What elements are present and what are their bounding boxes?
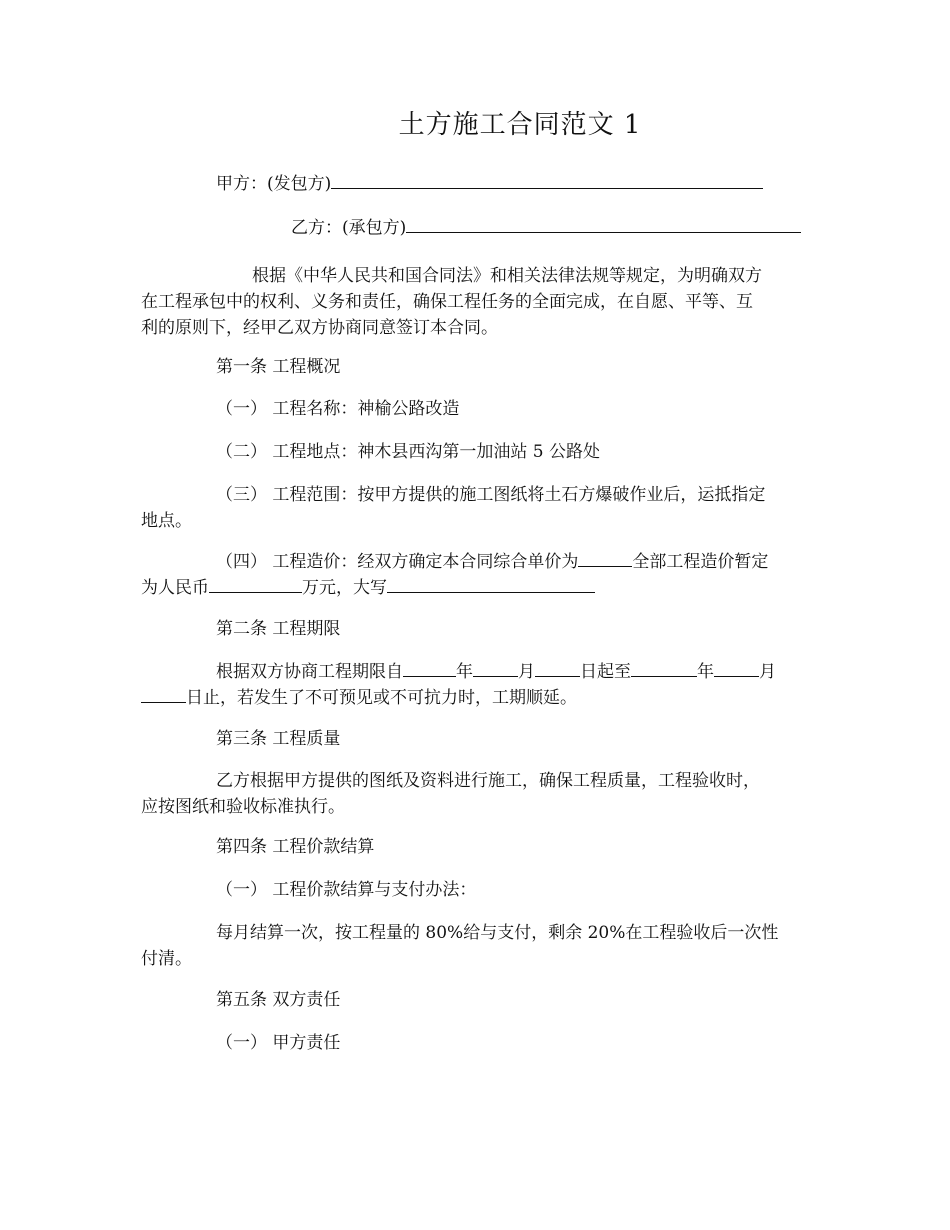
article-1-item-1: （一） 工程名称：神榆公路改造 xyxy=(216,399,460,419)
period-month-2: 月 xyxy=(759,662,776,682)
article-5-item-1: （一） 甲方责任 xyxy=(216,1033,341,1053)
price-in-words-blank[interactable] xyxy=(387,574,595,593)
article-3-heading: 第三条 工程质量 xyxy=(216,729,341,749)
party-b-line xyxy=(291,214,801,241)
period-day-1: 日起至 xyxy=(580,662,631,682)
article-5-heading: 第五条 双方责任 xyxy=(216,990,341,1010)
article-1-heading: 第一条 工程概况 xyxy=(216,357,341,377)
article-1-item-3-line-2: 地点。 xyxy=(141,511,192,531)
article-1-item-2: （二） 工程地点：神木县西沟第一加油站 5 公路处 xyxy=(216,442,601,462)
article-2-para-line-1 xyxy=(216,658,776,685)
intro-line-3: 利的原则下，经甲乙双方协商同意签订本合同。 xyxy=(141,318,498,338)
article-3-para-line-2: 应按图纸和验收标准执行。 xyxy=(141,797,345,817)
start-month-blank[interactable] xyxy=(473,658,518,677)
price-rmb-label: 为人民币 xyxy=(141,578,209,598)
intro-line-2: 在工程承包中的权利、义务和责任，确保工程任务的全面完成，在自愿、平等、互 xyxy=(141,292,753,312)
start-year-blank[interactable] xyxy=(403,658,456,677)
article-1-item-4-line-2 xyxy=(141,574,595,601)
period-month-1: 月 xyxy=(518,662,535,682)
price-text-a: （四） 工程造价：经双方确定本合同综合单价为 xyxy=(216,552,579,572)
article-4-para-line-1: 每月结算一次，按工程量的 80%给与支付，剩余 20%在工程验收后一次性 xyxy=(216,923,779,943)
document-title: 土方施工合同范文 1 xyxy=(398,110,642,140)
article-1-item-4-line-1 xyxy=(216,548,768,575)
article-2-heading: 第二条 工程期限 xyxy=(216,619,341,639)
article-3-para-line-1: 乙方根据甲方提供的图纸及资料进行施工，确保工程质量，工程验收时， xyxy=(216,771,760,791)
end-year-blank[interactable] xyxy=(631,658,697,677)
party-a-blank[interactable] xyxy=(331,170,763,189)
party-b-label: 乙方：(承包方) xyxy=(291,218,407,238)
end-month-blank[interactable] xyxy=(714,658,759,677)
article-1-item-3-line-1: （三） 工程范围：按甲方提供的施工图纸将土石方爆破作业后，运抵指定 xyxy=(216,485,766,505)
party-a-label: 甲方：(发包方) xyxy=(216,174,332,194)
total-price-blank[interactable] xyxy=(209,574,302,593)
start-day-blank[interactable] xyxy=(535,658,580,677)
period-text-a: 根据双方协商工程期限自 xyxy=(216,662,403,682)
period-year-2: 年 xyxy=(697,662,714,682)
price-text-b: 全部工程造价暂定 xyxy=(632,552,769,572)
article-4-heading: 第四条 工程价款结算 xyxy=(216,837,375,857)
end-day-blank[interactable] xyxy=(141,684,186,703)
period-year-1: 年 xyxy=(456,662,473,682)
article-4-para-line-2: 付清。 xyxy=(141,949,192,969)
article-2-para-line-2 xyxy=(141,684,577,711)
unit-price-blank[interactable] xyxy=(578,548,632,567)
party-b-blank[interactable] xyxy=(406,214,801,233)
intro-line-1: 根据《中华人民共和国合同法》和相关法律法规等规定，为明确双方 xyxy=(252,266,762,286)
party-a-line xyxy=(216,170,763,197)
price-wan-label: 万元，大写 xyxy=(302,578,387,598)
article-4-item-1: （一） 工程价款结算与支付办法： xyxy=(216,880,477,900)
period-end-text: 日止，若发生了不可预见或不可抗力时，工期顺延。 xyxy=(186,688,577,708)
